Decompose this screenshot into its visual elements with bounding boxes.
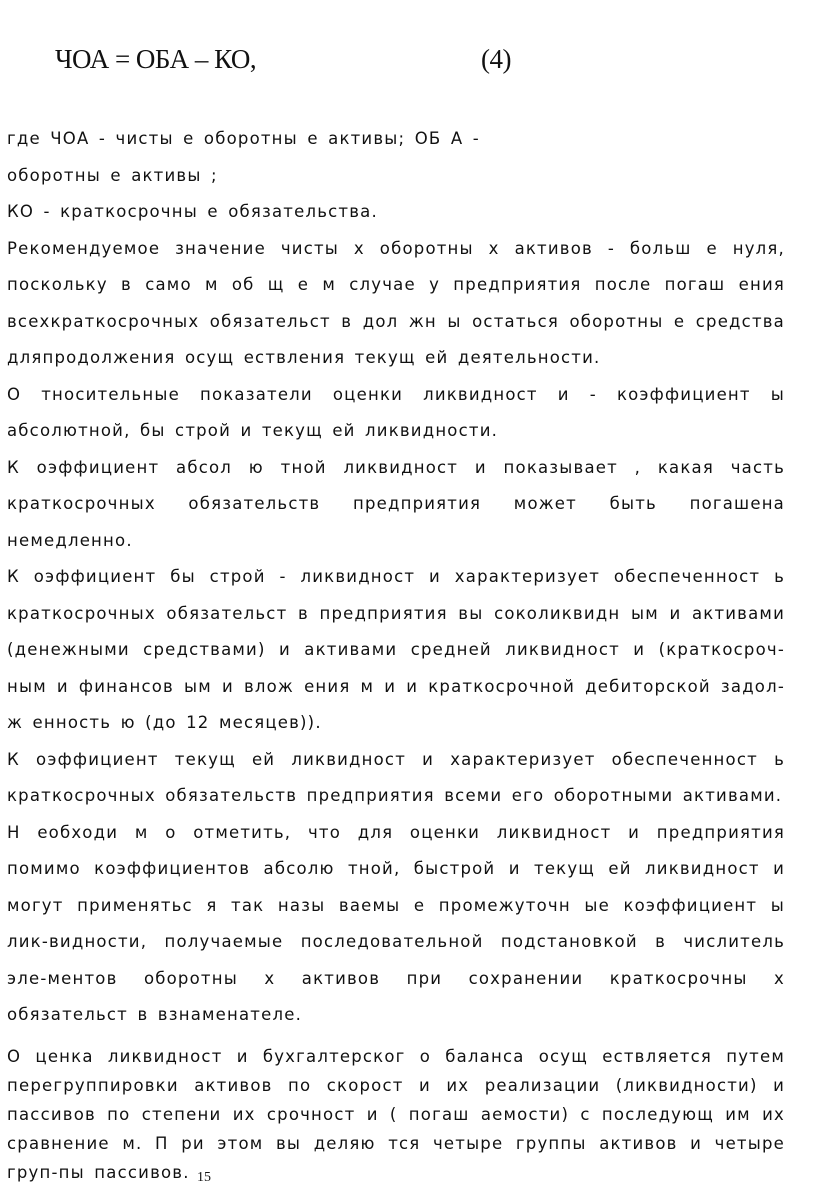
paragraph-balance-assessment: О ценка ликвидност и бухгалтерског о баланса осущ ествляется путем перегруппировки активов по скорост и их реализации (ликвидности) и пассивов по степени их срочност и ( погаш аемости) с последующ им их сравнение м. П ри этом вы деляю тся четыре группы активов и четыре груп-пы пассивов. xyxy=(7,1046,785,1182)
formula-expression: ЧОА = ОБА – КО, xyxy=(55,44,257,74)
paragraph-recommended-value: Рекомендуемое значение чисты х оборотны х активов - больш е нуля, поскольку в само м об щ е м случае у предприятия после погаш ения всехкраткосрочных обязательст в дол жн ы остаться оборотны е средства дляпродолжения осущ ествления текущ ей деятельности. xyxy=(7,238,785,367)
formula-line xyxy=(55,44,525,75)
document-body xyxy=(7,121,785,1187)
definition-line-2: оборотны е активы ; xyxy=(7,165,218,185)
paragraph-absolute-liquidity: К оэффициент абсол ю тной ликвидност и показывает , какая часть краткосрочных обязательств предприятия может быть погашена немедленно. xyxy=(7,457,785,550)
paragraph-intermediate-ratios: Н еобходи м о отметить, что для оценки ликвидност и предприятия помимо коэффициентов абсолю тной, быстрой и текущ ей ликвидност и могут применятьс я так назы ваемы е промежуточн ые коэффициент ы лик-видности, получаемые последовательной подстановкой в числитель эле-ментов оборотны х активов при сохранении краткосрочны х обязательст в взнаменателе. xyxy=(7,822,785,1024)
formula-number: (4) xyxy=(481,44,511,74)
paragraph-current-liquidity: К оэффициент текущ ей ликвидност и характеризует обеспеченност ь краткосрочных обязательств предприятия всеми его оборотными активами. xyxy=(7,749,785,805)
definition-line-1: где ЧОА - чисты е оборотны е активы; ОБ А - xyxy=(7,129,480,148)
page-number: 15 xyxy=(197,1170,211,1185)
definition-line-3: КО - краткосрочны е обязательства. xyxy=(7,202,378,221)
paragraph-relative-indicators: О тносительные показатели оценки ликвидност и - коэффициент ы абсолютной, бы строй и текущ ей ликвидности. xyxy=(7,384,785,440)
paragraph-quick-liquidity: К оэффициент бы строй - ликвидност и характеризует обеспеченност ь краткосрочных обязательст в предприятия вы соколиквидн ым и активами (денежными средствами) и активами средней ликвидност и (краткосроч-ным и финансов ым и влож ения м и и краткосрочной дебиторской задол-ж енность ю (до 12 месяцев)). xyxy=(7,567,785,732)
